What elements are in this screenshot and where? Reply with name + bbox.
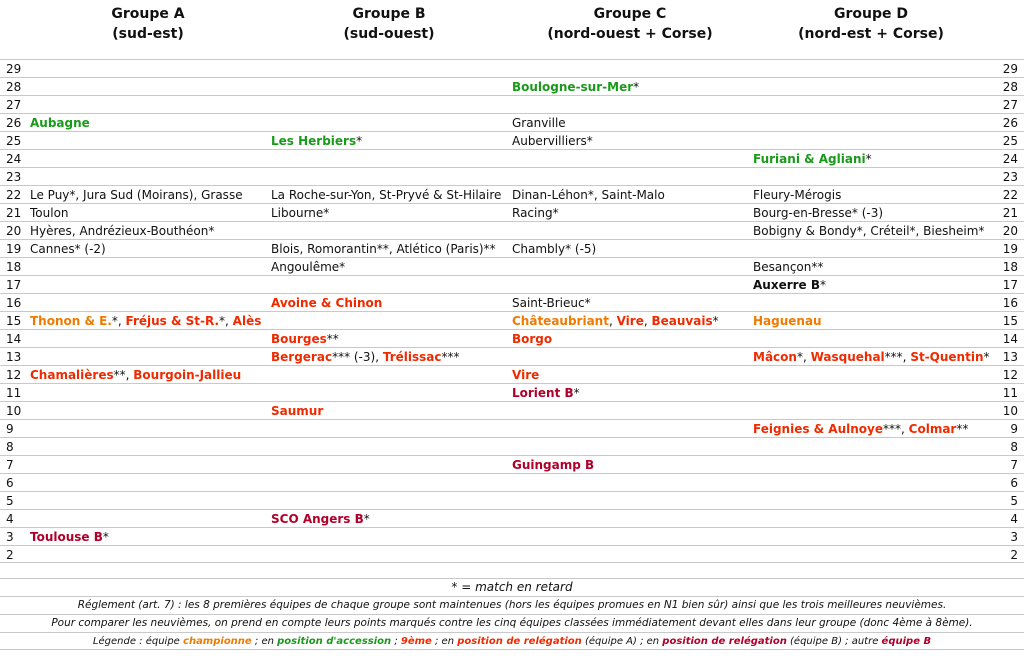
points-label-left: 15 [6,314,22,328]
group-d-teams [753,349,990,365]
group-d-teams [753,421,968,437]
team-name: Beauvais [651,314,713,328]
group-region: (sud-ouest) [343,26,435,42]
points-label-left: 3 [6,530,14,544]
points-label-left: 14 [6,332,22,346]
points-label-right: 8 [1010,440,1018,454]
group-a-teams [30,313,261,329]
team-name: Avoine & Chinon [271,296,383,310]
legend-text: (équipe B) ; autre [786,636,882,647]
team-name: Fréjus & St-R. [125,314,220,328]
team-text: Bobigny & Bondy*, Créteil*, Biesheim* [753,224,985,238]
group-headers [0,0,1024,58]
team-name: Borgo [512,332,553,346]
team-text: Racing* [512,206,559,220]
group-c-teams [512,331,552,347]
legend-text: ; en [251,636,278,647]
team-name: Mâcon [753,350,797,364]
team-name: Colmar [908,422,957,436]
legend-team-b: équipe B [881,636,932,647]
group-b-teams [271,241,496,257]
team-text: Dinan-Léhon*, Saint-Malo [512,188,665,202]
team-text: *, [796,350,811,364]
legend-text: ; en [431,636,458,647]
team-text: * [573,386,580,400]
group-a-teams [30,223,214,239]
team-text: *** (-3), [332,350,383,364]
points-label-left: 24 [6,152,22,166]
team-name: Wasquehal [810,350,885,364]
points-row [0,59,1024,77]
points-row [0,329,1024,347]
group-b-teams [271,511,370,527]
points-row [0,221,1024,239]
points-row [0,113,1024,131]
points-label-left: 16 [6,296,22,310]
points-label-right: 15 [1002,314,1018,328]
team-text: Besançon** [753,260,824,274]
points-row [0,437,1024,455]
group-c-teams [512,79,639,95]
legend-relegation-a: position de relégation [457,636,582,647]
points-label-left: 23 [6,170,22,184]
team-text: , [643,314,652,328]
group-d-teams [753,151,872,167]
points-label-left: 28 [6,80,22,94]
group-b-teams [271,187,501,203]
team-name: Aubagne [30,116,90,130]
group-c-teams [512,457,594,473]
points-label-left: 13 [6,350,22,364]
group-region: (nord-est + Corse) [798,26,944,42]
points-row [0,347,1024,365]
points-row [0,257,1024,275]
team-text: ** [326,332,339,346]
rule-text-1: Réglement (art. 7) : les 8 premières équipes de chaque groupe sont maintenues (hors les équipes promues en N1 bien sûr) ainsi que les trois meilleures neuvièmes. [0,596,1024,614]
team-text: *** [441,350,460,364]
points-label-left: 9 [6,422,14,436]
team-text: Libourne* [271,206,330,220]
points-label-right: 23 [1002,170,1018,184]
legend-accession: position d'accession [277,636,392,647]
points-row [0,419,1024,437]
points-label-right: 6 [1010,476,1018,490]
group-a-teams [30,241,106,257]
team-text: * [820,278,827,292]
points-row [0,491,1024,509]
team-text: Toulon [30,206,69,220]
group-header-d [751,4,991,44]
team-text: Hyères, Andrézieux-Bouthéon* [30,224,215,238]
points-row [0,149,1024,167]
team-text: * [712,314,719,328]
group-a-teams [30,115,90,131]
team-name: Haguenau [753,314,822,328]
points-label-right: 12 [1002,368,1018,382]
group-b-teams [271,403,323,419]
points-label-left: 18 [6,260,22,274]
legend-text: ; [391,636,401,647]
team-name: Toulouse B [30,530,103,544]
team-text: La Roche-sur-Yon, St-Pryvé & St-Hilaire [271,188,502,202]
team-text: Angoulême* [271,260,346,274]
team-name: Châteaubriant [512,314,609,328]
points-label-right: 21 [1002,206,1018,220]
points-label-right: 22 [1002,188,1018,202]
group-d-teams [753,259,823,275]
points-label-left: 21 [6,206,22,220]
points-row [0,77,1024,95]
group-d-teams [753,277,826,293]
points-label-left: 12 [6,368,22,382]
points-label-right: 13 [1002,350,1018,364]
points-label-left: 8 [6,440,14,454]
points-label-left: 26 [6,116,22,130]
points-row [0,383,1024,401]
group-c-teams [512,241,596,257]
group-c-teams [512,115,566,131]
rule-text-2: Pour comparer les neuvièmes, on prend en compte leurs points marqués contre les cinq équipes classées immédiatement devant elles dans leur groupe (donc 4ème à 8ème). [0,614,1024,632]
group-d-teams [753,313,822,329]
team-name: SCO Angers B [271,512,364,526]
points-label-right: 27 [1002,98,1018,112]
team-name: Trélissac [382,350,442,364]
points-label-left: 22 [6,188,22,202]
points-row [0,95,1024,113]
points-row [0,455,1024,473]
group-c-teams [512,133,593,149]
group-c-teams [512,313,719,329]
team-text: * [633,80,640,94]
points-row [0,401,1024,419]
group-header-a [28,4,268,44]
team-name: Boulogne-sur-Mer [512,80,634,94]
points-row [0,509,1024,527]
group-a-teams [30,205,69,221]
points-label-right: 29 [1002,62,1018,76]
legend-champion: championne [183,636,252,647]
group-d-teams [753,223,984,239]
team-name: Lorient B [512,386,574,400]
team-text: Blois, Romorantin**, Atlético (Paris)** [271,242,496,256]
points-label-left: 19 [6,242,22,256]
points-label-right: 2 [1010,548,1018,562]
team-name: Les Herbiers [271,134,357,148]
group-header-c [510,4,750,44]
standings-grid [0,59,1024,563]
legend-text: (équipe A) ; en [581,636,663,647]
group-name: Groupe D [834,6,908,22]
points-row [0,527,1024,545]
team-name: Bourges [271,332,327,346]
points-label-right: 11 [1002,386,1018,400]
points-row [0,275,1024,293]
team-name: Alès [232,314,262,328]
points-label-left: 7 [6,458,14,472]
points-label-left: 17 [6,278,22,292]
group-b-teams [271,205,329,221]
points-label-right: 4 [1010,512,1018,526]
team-text: Le Puy*, Jura Sud (Moirans), Grasse [30,188,243,202]
team-name: Chamalières [30,368,114,382]
points-label-right: 17 [1002,278,1018,292]
points-row [0,131,1024,149]
points-row [0,203,1024,221]
team-text: * [102,530,109,544]
points-label-right: 28 [1002,80,1018,94]
points-row [0,545,1024,563]
points-label-right: 19 [1002,242,1018,256]
legend-ninth: 9ème [400,636,432,647]
points-label-right: 7 [1010,458,1018,472]
points-label-left: 6 [6,476,14,490]
group-a-teams [30,367,241,383]
team-name: Thonon & E. [30,314,112,328]
points-label-right: 14 [1002,332,1018,346]
points-label-right: 10 [1002,404,1018,418]
points-label-left: 25 [6,134,22,148]
group-header-b [269,4,509,44]
points-label-left: 5 [6,494,14,508]
points-label-right: 20 [1002,224,1018,238]
group-b-teams [271,295,382,311]
legend-relegation-b: position de relégation [662,636,787,647]
points-row [0,293,1024,311]
team-text: *, [219,314,233,328]
points-label-right: 25 [1002,134,1018,148]
points-label-right: 16 [1002,296,1018,310]
team-text: * [865,152,872,166]
legend [0,632,1024,650]
points-label-right: 18 [1002,260,1018,274]
group-name: Groupe A [111,6,185,22]
team-name: Bergerac [271,350,333,364]
group-c-teams [512,295,591,311]
team-name: Furiani & Agliani [753,152,866,166]
team-text: ***, [883,422,909,436]
team-text: Saint-Brieuc* [512,296,591,310]
team-name: Vire [616,314,644,328]
points-label-right: 9 [1010,422,1018,436]
team-text: **, [113,368,134,382]
team-name: St-Quentin [910,350,984,364]
points-row [0,311,1024,329]
group-c-teams [512,367,539,383]
points-row [0,185,1024,203]
group-b-teams [271,331,339,347]
points-row [0,365,1024,383]
team-name: Auxerre B [753,278,821,292]
team-text: * [983,350,990,364]
points-row [0,473,1024,491]
group-region: (nord-ouest + Corse) [547,26,713,42]
team-name: Vire [512,368,540,382]
team-name: Bourgoin-Jallieu [133,368,242,382]
team-text: * [363,512,370,526]
team-text: Cannes* (-2) [30,242,106,256]
points-label-left: 20 [6,224,22,238]
footer-notes [0,578,1024,650]
legend-text: Légende : équipe [92,636,184,647]
group-c-teams [512,187,665,203]
points-label-left: 4 [6,512,14,526]
group-a-teams [30,529,109,545]
points-label-right: 24 [1002,152,1018,166]
group-a-teams [30,187,243,203]
delayed-match-note: * = match en retard [0,578,1024,596]
group-b-teams [271,349,460,365]
team-name: Feignies & Aulnoye [753,422,884,436]
points-row [0,167,1024,185]
team-text: Fleury-Mérogis [753,188,842,202]
team-text: ** [956,422,969,436]
team-text: * [356,134,363,148]
points-label-left: 10 [6,404,22,418]
team-text: Bourg-en-Bresse* (-3) [753,206,884,220]
points-label-right: 3 [1010,530,1018,544]
points-label-right: 5 [1010,494,1018,508]
points-label-right: 26 [1002,116,1018,130]
team-name: Guingamp B [512,458,595,472]
group-b-teams [271,259,345,275]
team-text: Granville [512,116,566,130]
group-region: (sud-est) [112,26,184,42]
points-label-left: 27 [6,98,22,112]
team-text: *, [111,314,126,328]
points-label-left: 29 [6,62,22,76]
points-row [0,239,1024,257]
group-name: Groupe C [593,6,667,22]
group-d-teams [753,205,883,221]
group-name: Groupe B [352,6,426,22]
group-c-teams [512,205,559,221]
group-b-teams [271,133,362,149]
group-d-teams [753,187,841,203]
team-text: Chambly* (-5) [512,242,597,256]
points-label-left: 2 [6,548,14,562]
points-label-left: 11 [6,386,22,400]
team-text: , [608,314,617,328]
team-text: Aubervilliers* [512,134,593,148]
team-text: ***, [884,350,911,364]
group-c-teams [512,385,580,401]
team-name: Saumur [271,404,324,418]
